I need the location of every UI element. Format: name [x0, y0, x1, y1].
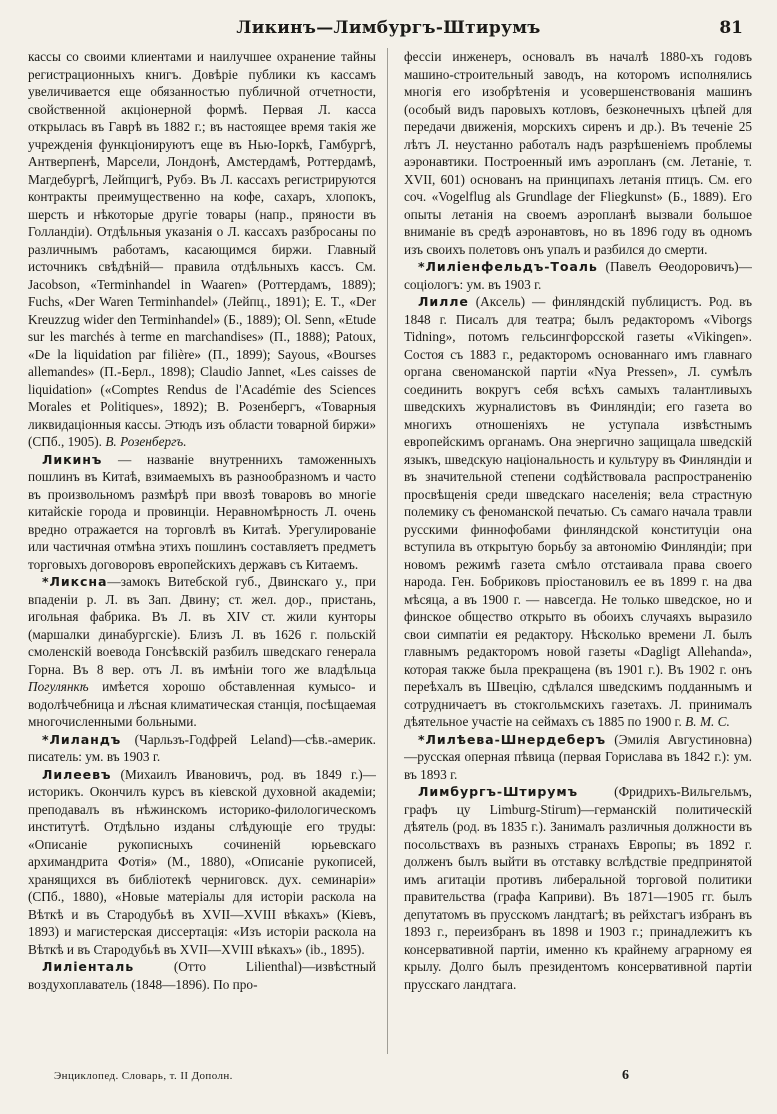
entry-lileeva-schnerdeber	[404, 731, 752, 784]
entry-headword: Лимбургъ-Штирумъ	[418, 784, 578, 799]
paragraph-text: фессіи инженеръ, основалъ въ началѣ 1880-хъ годовъ машино-строительный заводъ, на которомъ исполнялись многія его изобрѣтенія и усовершенствованія машинъ (особый видъ паровыхъ котловъ, безконечныхъ цѣпей для передачи движенія, морскихъ сиренъ и др.). Въ теченіе 25 лѣтъ Л. неустанно работалъ надъ разрѣшеніемъ проблемы аэронавтики. Построенный имъ аэропланъ (см. Летаніе, т. XVII, 601) основанъ на принципахъ летанія птицъ. См. его соч. «Vogelflug als Grundlage der Fliegkunst» (Б., 1889). Его опыты летанія на своемъ аэропланѣ вызвали большое вниманіе въ средѣ аэронавтовъ, но въ 1896 году въ одномъ изъ своихъ полетовъ онъ упалъ и разбился до смерти.	[404, 49, 752, 257]
entry-liland	[28, 731, 376, 766]
entry-italic-text: Погулянкѣ	[28, 679, 89, 694]
entry-text: (Фридрихъ-Вильгельмъ, графъ цу Limburg-Stirum)—германскій политическій дѣятель (род. въ 1835 г.). Занималъ различныя должности въ посольствахъ въ разныхъ странахъ Европы; въ 1892 г. долженъ былъ выйти въ отставку вслѣдствіе предпринятой имъ агитаціи противъ либеральной торговой политики правительства (графа Каприви). Въ 1871—1905 гг. былъ депутатомъ въ прусскомъ ландтагѣ; въ рейхстагъ избранъ въ 1893 г., переизбранъ въ 1898 и 1903 г.; принадлежитъ къ консервативной партіи, именно къ крайнему аграрному ея крылу. Долго былъ президентомъ консервативной партіи прусскаго ландтага.	[404, 784, 752, 992]
article-author: В. Розенбергъ.	[105, 434, 187, 449]
entry-headword: *Лиліенфельдъ-Тоаль	[418, 259, 598, 274]
left-column	[28, 48, 376, 1054]
running-head	[0, 18, 777, 40]
continued-paragraph	[404, 48, 752, 258]
article-author: В. М. С.	[685, 714, 730, 729]
entry-lileev	[28, 766, 376, 959]
entry-liksna	[28, 573, 376, 731]
column-rule	[387, 48, 388, 1054]
entry-likin	[28, 451, 376, 574]
entry-text: имѣется хорошо обставленная кумысо- и водолѣчебница и лѣсная климатическая станція, посѣщаемая многочисленными больными.	[28, 679, 376, 729]
page-footer	[0, 1068, 777, 1090]
entry-headword: *Лиландъ	[42, 731, 122, 747]
entry-text: (Отто Lilienthal)—извѣстный воздухоплаватель (1848—1896). По про-	[28, 959, 376, 992]
entry-limburg-stirum	[404, 783, 752, 993]
footer-signature: Энциклопед. Словарь, т. II Дополн.	[54, 1070, 233, 1082]
entry-text: (Аксель) — финляндскій публицистъ. Род. въ 1848 г. Писалъ для театра; былъ редакторомъ «Viborgs Tidning», потомъ гельсингфорсской газеты «Vikingen». Состоя съ 1883 г., редакторомъ основаннаго имъ главнаго органа свеноманской партіи «Nya Pressen», Л. сумѣлъ соединить вокругъ себя всѣхъ самыхъ талантливыхъ шведскихъ журналистовъ въ Финляндіи; его газета во многихъ отношеніяхъ не уступала извѣстнымъ европейскимъ органамъ. Она энергично защищала шведскій языкъ, шведскую національность и культуру въ Финляндіи и въ значительной степени содѣйствовала распространенію просвѣщенія среди шведскаго населенія; вела страстную полемику съ феноманской печатью. Съ самаго начала травли русскими финнофобами финляндской конституціи она вступила въ открытую борьбу за автономію Финляндіи; при новомъ режимѣ газета смѣло отстаивала права своего народа. Ген. Бобриковъ пріостановилъ ее въ 1899 г. на два мѣсяца, а въ 1900 г. — навсегда. Не только шведское, но и финское общество открыто въ обоихъ случаяхъ выразило свои симпатіи ея редактору. Нѣсколько времени Л. былъ главнымъ редакторомъ новой газеты «Dagligt Allehanda», которая также была прекращена (въ 1901 г.). Въ 1902 г. онъ переѣхалъ въ Швецію, сдѣлался шведскимъ подданнымъ и сотрудничаетъ въ стокгольмскихъ газетахъ. Л. принималъ дѣятельное участіе на сеймахъ съ 1885 по 1900 г.	[404, 294, 752, 729]
entry-headword: *Ликсна	[42, 574, 108, 589]
continued-paragraph	[28, 48, 376, 451]
entry-text: (Эмилія Августиновна)—русская оперная пѣвица (первая Гориславa въ 1842 г.): ум. въ 1893 г.	[404, 731, 752, 782]
paragraph-text: кассы со своими клиентами и наилучшее охранение тайны регистрационныхъ книгъ. Довѣріе публики къ кассамъ увеличивается еще обязанностью публичной отчетности, свойственной акціонерной формѣ. Первая Л. касса открылась въ Гаврѣ въ 1882 г.; въ настоящее время такія же учрежденія функціонируютъ еще въ Нью-Іоркѣ, Гамбургѣ, Антверпенѣ, Марсели, Лондонѣ, Амстердамѣ, Роттердамѣ, Магдебургѣ, Лейпцигѣ, Рубэ. Въ Л. кассахъ регистрируются контракты преимущественно на кофе, сахаръ, хлопокъ, шерсть и нѣкоторые другіе товары (напр., пряности въ Голландіи). Отдѣльныя указанія о Л. кассахъ разбросаны по различнымъ работамъ, касающимся биржи. Главный источникъ свѣдѣній— правила отдѣльныхъ кассъ. См. Jacobson, «Terminhandel in Waaren» (Роттердамъ, 1889); Fuchs, «Der Waren Terminhandel» (Лейпц., 1891); E. T., «Der Kreuzzug wider den Terminhandel» (Б., 1889); Ol. Senn, «Etude sur les marchés à terme en marchandises» (П., 1888); Patoux, «De la liquidation par filière» (П., 1899); Sayous, «Bourses allemandes» (П.-Берл., 1898); Claudio Jannet, «Les caisses de liquidation» («Comptes Rendus de l'Académie des Sciences Morales et Politiques», 1892); В. Розенбергъ, «Товарныя ликвидаціонныя кассы. Этюдъ изъ области товарной биржи» (СПб., 1905).	[28, 49, 376, 449]
entry-text: (Павелъ Өеодоровичъ)—соціологъ: ум. въ 1903 г.	[404, 259, 752, 292]
entry-lilienthal	[28, 958, 376, 993]
entry-headword: Лиліенталь	[42, 959, 135, 974]
right-column	[404, 48, 752, 1054]
running-title: Ликинъ—Лимбургъ-Штирумъ	[236, 18, 541, 38]
entry-text: (Чарльзъ-Годфрей Leland)—сѣв.-америк. писатель: ум. въ 1903 г.	[28, 731, 376, 764]
footer-sheet-number: 6	[622, 1068, 629, 1083]
entry-headword: Лилеевъ	[42, 766, 112, 782]
entry-text: —замокъ Витебской губ., Двинскаго у., при впаденіи р. Л. въ Зап. Двину; ст. жел. дор., пристань, игольная фабрика. Въ Л. въ XIV ст. жили кунторы (маршалки динабургскіе). Близъ Л. въ 1626 г. польскій смоленскій воевода Гонсѣвскій разбилъ шведскаго генерала Горна. Въ 8 вер. отъ Л. въ имѣніи того же владѣльца	[28, 574, 376, 677]
entry-headword: Ликинъ	[42, 451, 103, 467]
entry-lilienfeld-toal	[404, 258, 752, 293]
entry-headword: *Лилѣева-Шнердеберъ	[418, 731, 607, 747]
entry-lille	[404, 293, 752, 731]
entry-headword: Лилле	[418, 294, 469, 309]
page-number: 81	[719, 18, 743, 38]
entry-text: — названіе внутреннихъ таможенныхъ пошлинъ въ Китаѣ, взимаемыхъ въ разнообразномъ и часто въ произвольномъ размѣрѣ при ввозѣ товаровъ во многіе китайскіе города и провинціи. Неравномѣрность Л. очень вредно отражается на торговлѣ въ Китаѣ. Урегулированіе или частичная отмѣна этихъ пошлинъ составляетъ предметъ торговыхъ договоровъ европейскихъ державъ съ Китаемъ.	[28, 451, 376, 572]
entry-text: (Михаилъ Ивановичъ, род. въ 1849 г.)—историкъ. Окончилъ курсъ въ кіевской духовной академіи; преподавалъ въ нѣжинскомъ историко-филологическомъ институтѣ. Отдѣльно изданы слѣдующіе его труды: «Описаніе рукописныхъ сочиненій юрьевскаго архимандрита Фотія» (М., 1880), «Описаніе рукописей, хранящихся въ библіотекѣ черниговск. дух. семинаріи» (СПб., 1880), «Новые матеріалы для исторіи раскола на Вѣткѣ и въ Стародубьѣ въ XVII—XVIII вѣкахъ» (Кіевъ, 1893) и магистерская диссертація: «Изъ исторіи раскола на Вѣткѣ и въ Стародубьѣ въ XVII—XVIII вѣкахъ» (ib., 1895).	[28, 766, 376, 957]
